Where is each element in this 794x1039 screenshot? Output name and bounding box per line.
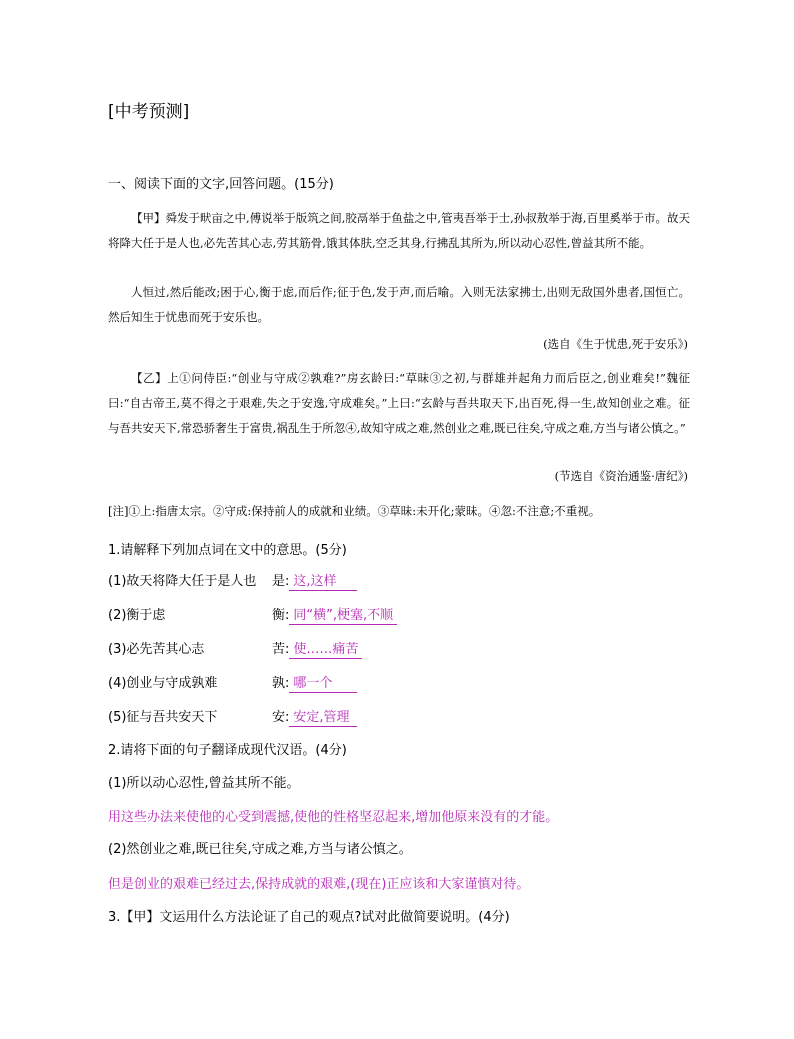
q1-item-4-sentence: (4)创业与守成孰难 (108, 676, 218, 691)
q1-item-1-word: 是: (272, 574, 290, 589)
q2-sentence-2: (2)然创业之难,既已往矣,守成之难,方当与诸公慎之。 (108, 842, 412, 857)
passage-yi-source: (节选自《资治通鉴·唐纪》) (554, 469, 688, 483)
q1-item-5-answer: 安定,管理 (289, 710, 357, 727)
q1-item-2-answer: 同“横”,梗塞,不顺 (289, 608, 397, 625)
page-title: [中考预测] (108, 102, 190, 122)
q1-item-2-answer-row (272, 604, 397, 625)
passage-jia-paragraph-1: 【甲】舜发于畎亩之中,傅说举于版筑之间,胶鬲举于鱼盐之中,管夷吾举于士,孙叔敖举于海,百里奚举于市。故天将降大任于是人也,必先苦其心志,劳其筋骨,饿其体肤,空乏其身,行拂乱其所为,所以动心忍性,曾益其所不能。 (108, 211, 690, 250)
q1-item-4-answer-row (272, 672, 357, 693)
q1-item-3-answer-row (272, 638, 362, 659)
q1-item-3-answer: 使……痛苦 (289, 642, 362, 659)
q1-item-2-word: 衡: (272, 608, 290, 623)
passage-jia-paragraph-2: 人恒过,然后能改;困于心,衡于虑,而后作;征于色,发于声,而后喻。入则无法家拂士,出则无敌国外患者,国恒亡。然后知生于忧患而死于安乐也。 (108, 285, 690, 324)
q1-item-5-word: 安: (272, 710, 290, 725)
q1-item-4-word: 孰: (272, 676, 290, 691)
q1-item-2-sentence: (2)衡于虑 (108, 608, 166, 623)
q1-item-3-word: 苦: (272, 642, 290, 657)
passage-yi-paragraph: 【乙】上①问侍臣:“创业与守成②孰难?”房玄龄曰:“草昧③之初,与群雄并起角力而后臣之,创业难矣!”魏征曰:“自古帝王,莫不得之于艰难,失之于安逸,守成难矣。”上曰:“玄龄与吾共取天下,出百死,得一生,故知创业之难。征与吾共安天下,常恐骄奢生于富贵,祸乱生于所忽④,故知守成之难,然创业之难,既已往矣,守成之难,方当与诸公慎之。” (108, 371, 690, 435)
section-heading: 一、阅读下面的文字,回答问题。(15分) (108, 177, 334, 192)
passage-jia-source: (选自《生于忧患,死于安乐》) (543, 337, 688, 351)
q1-item-1-answer-row (272, 570, 357, 591)
question-2: 2.请将下面的句子翻译成现代汉语。(4分) (108, 743, 347, 758)
q1-item-3-sentence: (3)必先苦其心志 (108, 642, 205, 657)
question-3: 3.【甲】文运用什么方法论证了自己的观点?试对此做简要说明。(4分) (108, 910, 510, 925)
q1-item-1-sentence: (1)故天将降大任于是人也 (108, 574, 257, 589)
q1-item-5-answer-row (272, 706, 357, 727)
q1-item-5-sentence: (5)征与吾共安天下 (108, 710, 218, 725)
question-1: 1.请解释下列加点词在文中的意思。(5分) (108, 543, 347, 558)
q2-answer-1: 用这些办法来使他的心受到震撼,使他的性格坚忍起来,增加他原来没有的才能。 (108, 810, 559, 825)
q2-sentence-1: (1)所以动心忍性,曾益其所不能。 (108, 776, 300, 791)
annotation-note: [注]①上:指唐太宗。②守成:保持前人的成就和业绩。③草昧:未开化;蒙昧。④忽:不注意;不重视。 (108, 504, 601, 518)
q2-answer-2: 但是创业的艰难已经过去,保持成就的艰难,(现在)正应该和大家谨慎对待。 (108, 877, 530, 892)
q1-item-1-answer: 这,这样 (289, 574, 357, 591)
q1-item-4-answer: 哪一个 (289, 676, 357, 693)
